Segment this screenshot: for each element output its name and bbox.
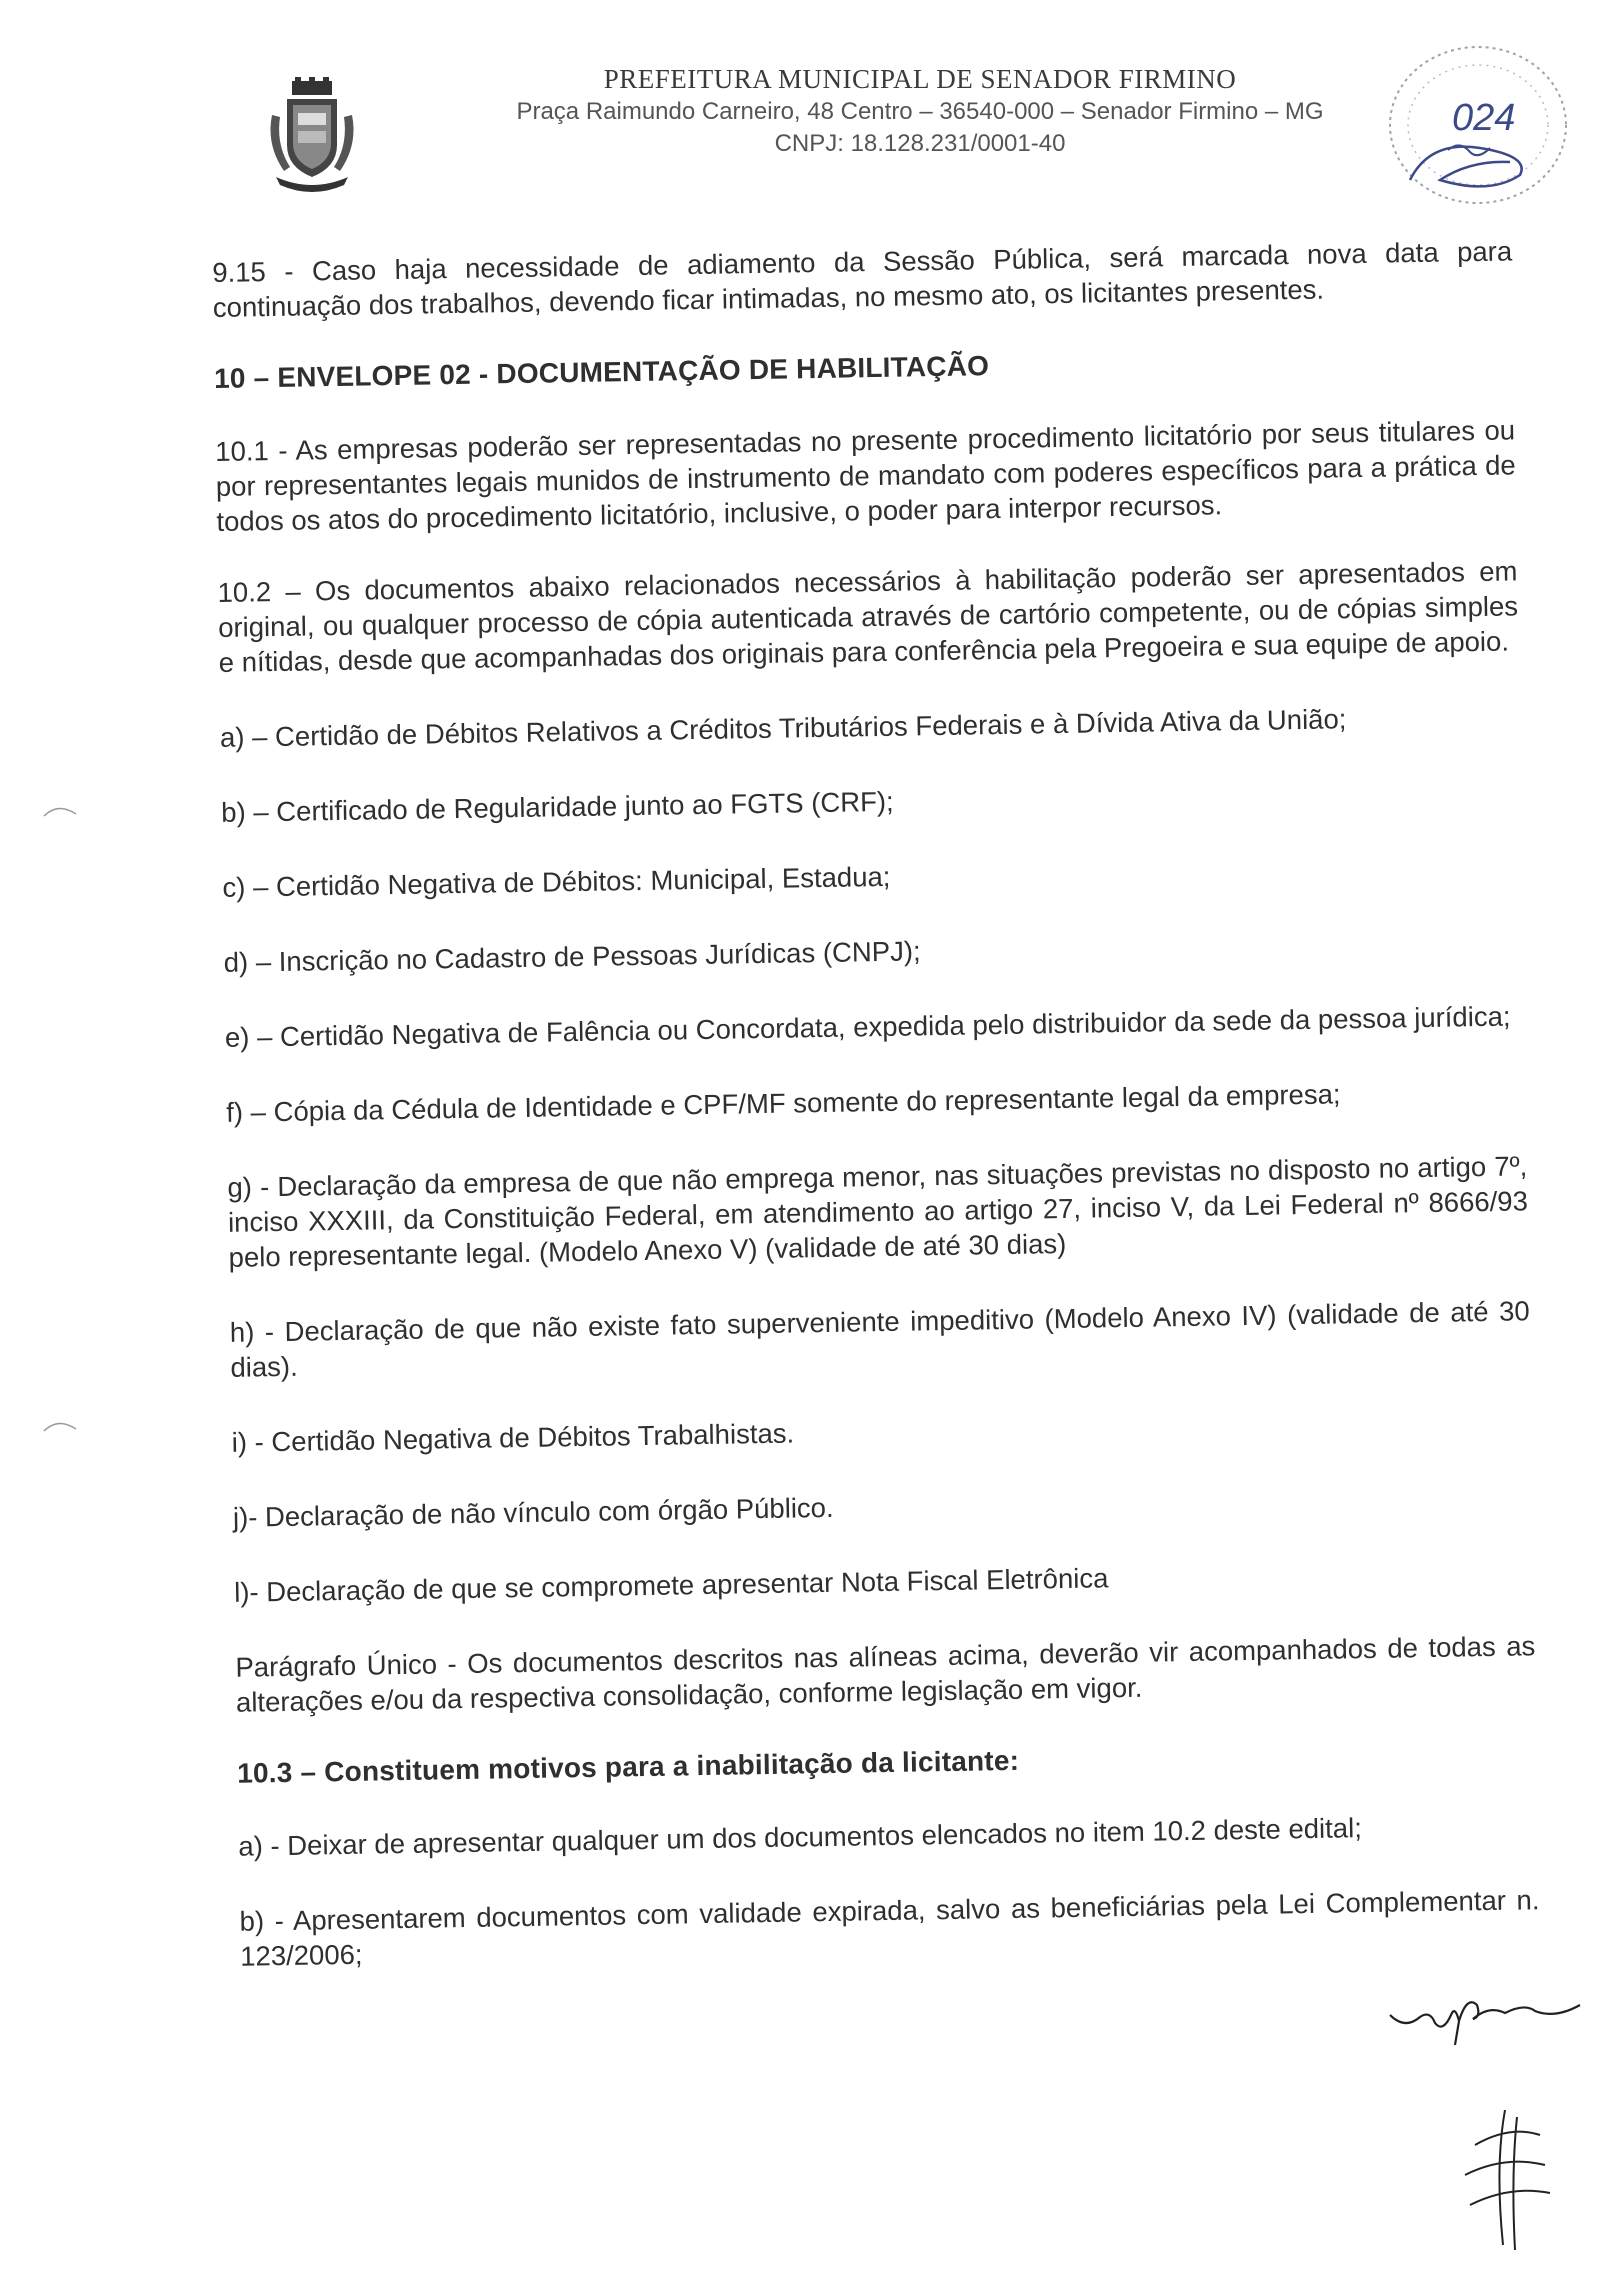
list-item: b) – Certificado de Regularidade junto ao FGTS (CRF); (220, 785, 894, 828)
list-item: g) - Declaração da empresa de que não emprega menor, nas situações previstas no disposto no artigo 7º, inciso XXXIII, da Constituição Federal, em atendimento ao artigo 27, inciso V, da Lei Federal nº 8666/93 pelo representante legal. (Modelo Anexo V) (validade de até 30 dias) (227, 1150, 1529, 1273)
list-10-2 (220, 698, 1535, 1609)
section-heading-10: 10 – ENVELOPE 02 - DOCUMENTAÇÃO DE HABILITAÇÃO (213, 350, 990, 394)
list-item: h) - Declaração de que não existe fato superveniente impeditivo (Modelo Anexo IV) (validade de até 30 dias). (229, 1295, 1530, 1383)
signature-icon (1385, 1975, 1585, 2055)
paragrafo-unico: Parágrafo Único - Os documentos descritos nas alíneas acima, deverão vir acompanhados de todas as alterações e/ou da respectiva consolidação, conforme legislação em vigor. (235, 1630, 1536, 1718)
list-item: d) – Inscrição no Cadastro de Pessoas Jurídicas (CNPJ); (223, 935, 921, 978)
page-number-stamp (1370, 30, 1580, 220)
list-item: c) – Certidão Negativa de Débitos: Municipal, Estadua; (222, 860, 891, 903)
list-item: l)- Declaração de que se compromete apresentar Nota Fiscal Eletrônica (233, 1562, 1109, 1608)
list-item: f) – Cópia da Cédula de Identidade e CPF/MF somente do representante legal da empresa; (225, 1078, 1341, 1128)
list-item: j)- Declaração de não vínculo com órgão Público. (232, 1491, 834, 1533)
document-body (212, 233, 1541, 2013)
list-item: i) - Certidão Negativa de Débitos Trabalhistas. (231, 1417, 795, 1458)
letterhead (440, 62, 1400, 160)
initials-signature-icon (1455, 2105, 1555, 2255)
paragraph-10-2: 10.2 – Os documentos abaixo relacionados necessários à habilitação poderão ser apresentados em original, ou qualquer processo de cópia autenticada através de cartório competente, ou de cópias simples e nítidas, desde que acompanhadas dos originais para conferência pela Pregoeira e sua equipe de apoio. (217, 555, 1519, 678)
list-item: e) – Certidão Negativa de Falência ou Concordata, expedida pelo distribuidor da sede da pessoa jurídica; (224, 1000, 1511, 1053)
list-10-3 (238, 1807, 1540, 1974)
section-heading-10-3: 10.3 – Constituem motivos para a inabilitação da licitante: (236, 1744, 1020, 1789)
list-item: a) – Certidão de Débitos Relativos a Créditos Tributários Federais e à Dívida Ativa da União; (219, 703, 1347, 753)
margin-mark-icon (40, 800, 80, 820)
paragraph-10-1: 10.1 - As empresas poderão ser representadas no presente procedimento licitatório por seus titulares ou por representantes legais munidos de instrumento de mandato com poderes específicos para a prática de todos os atos do procedimento licitatório, inclusive, o poder para interpor recursos. (215, 414, 1516, 537)
municipal-crest-icon (262, 75, 362, 195)
org-cnpj: CNPJ: 18.128.231/0001-40 (774, 130, 1066, 157)
org-name: PREFEITURA MUNICIPAL DE SENADOR FIRMINO (603, 64, 1237, 94)
paragraph-9-15: 9.15 - Caso haja necessidade de adiamento da Sessão Pública, será marcada nova data para continuação dos trabalhos, devendo ficar intimadas, no mesmo ato, os licitantes presentes. (212, 235, 1513, 323)
list-item: b) - Apresentarem documentos com validade expirada, salvo as beneficiárias pela Lei Complementar n. 123/2006; (239, 1884, 1540, 1972)
stamp-number: 024 (1452, 97, 1516, 139)
list-item: a) - Deixar de apresentar qualquer um dos documentos elencados no item 10.2 deste edital; (238, 1812, 1363, 1862)
margin-mark-icon (40, 1415, 80, 1435)
org-address: Praça Raimundo Carneiro, 48 Centro – 36540-000 – Senador Firmino – MG (516, 98, 1324, 125)
